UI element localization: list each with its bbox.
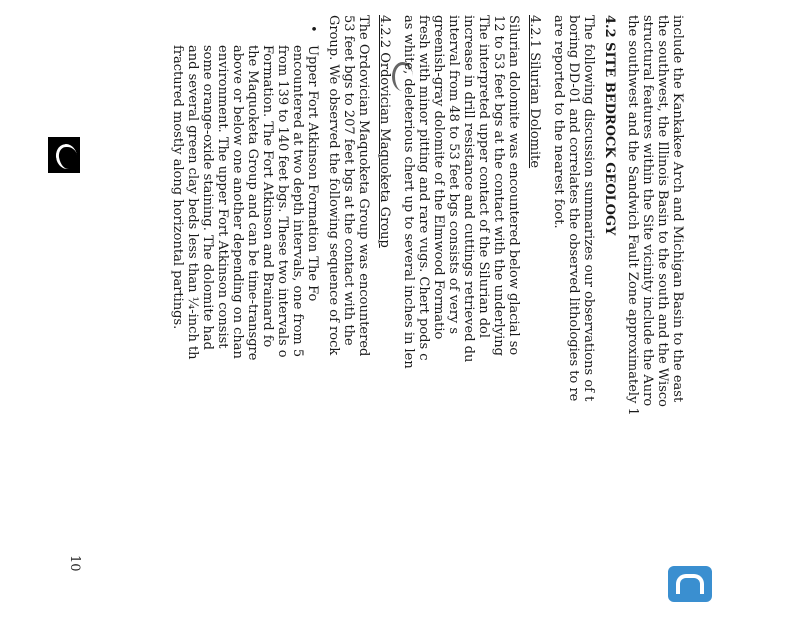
text-line: the southwest, the Illinois Basin to the south and the Wisco [655,15,670,407]
text-line: Formation. The Fort Atkinson and Brainard fo [260,45,275,348]
text-line: are reported to the nearest foot. [551,15,566,229]
text-line: some orange-oxide staining. The dolomite had [200,45,215,350]
text-line: increase in drill resistance and cuttings retrieved du [461,15,476,363]
text-line: above or below one another depending on chan [230,45,245,359]
text-line: the Maquoketa Group and can be time-transgre [245,45,260,361]
section-heading: 4.2 SITE BEDROCK GEOLOGY [602,15,617,236]
subsection-heading-maquoketa: 4.2.2 Ordovician Maquoketa Group [377,15,392,248]
text-line: The Ordovician Maquoketa Group was encountered [356,15,371,357]
text-line: greenish-gray dolomite of the Elmwood Formatio [431,15,446,340]
text-line: fresh with minor pitting and rare vugs. Chert pods c [416,15,431,361]
text-line: interval from 48 to 53 feet bgs consists of very s [446,15,461,335]
text-line: boring DD-01 and correlates the observed lithologies to re [566,15,581,402]
text-line: include the Kankakee Arch and Michigan Basin to the east [670,15,685,403]
text-line: Group. We observed the following sequence of rock [326,15,341,356]
silurian-paragraph [401,15,521,635]
text-line: and several green clay beds less than ¼-inch th [185,45,200,360]
bullet-item-fort-atkinson [170,15,320,635]
text-line: from 139 to 140 feet bgs. These two intervals o [275,45,290,358]
section-paragraph [551,15,596,635]
text-line: Silurian dolomite was encountered below glacial so [506,15,521,356]
text-line: structural features within the Site vicinity include the Auro [640,15,655,407]
text-line: The interpreted upper contact of the Silurian dol [476,15,491,339]
text-line: environment. The upper Fort Atkinson consist [215,45,230,349]
text-line: 12 to 53 feet bgs at the contact with the underlying [491,15,506,356]
page-number: 10 [67,555,82,572]
intro-paragraph [625,15,685,635]
text-line: encountered at two depth intervals, one from 5 [290,45,305,358]
text-line: the southwest and the Sandwich Fault Zone approximately 1 [625,15,640,416]
subsection-heading-silurian: 4.2.1 Silurian Dolomite [527,15,542,169]
text-line: fractured mostly along horizontal partings. [170,45,185,330]
bullet-icon: • [305,25,320,33]
page-body [170,15,685,635]
maquoketa-paragraph [326,15,371,635]
text-line: as white, deleterious chert up to several inches in len [401,15,416,369]
text-line: 53 feet bgs to 207 feet bgs at the contact with the [341,15,356,346]
text-line: Upper Fort Atkinson Formation The Fo [305,45,320,302]
text-line: The following discussion summarizes our observations of t [581,15,596,402]
